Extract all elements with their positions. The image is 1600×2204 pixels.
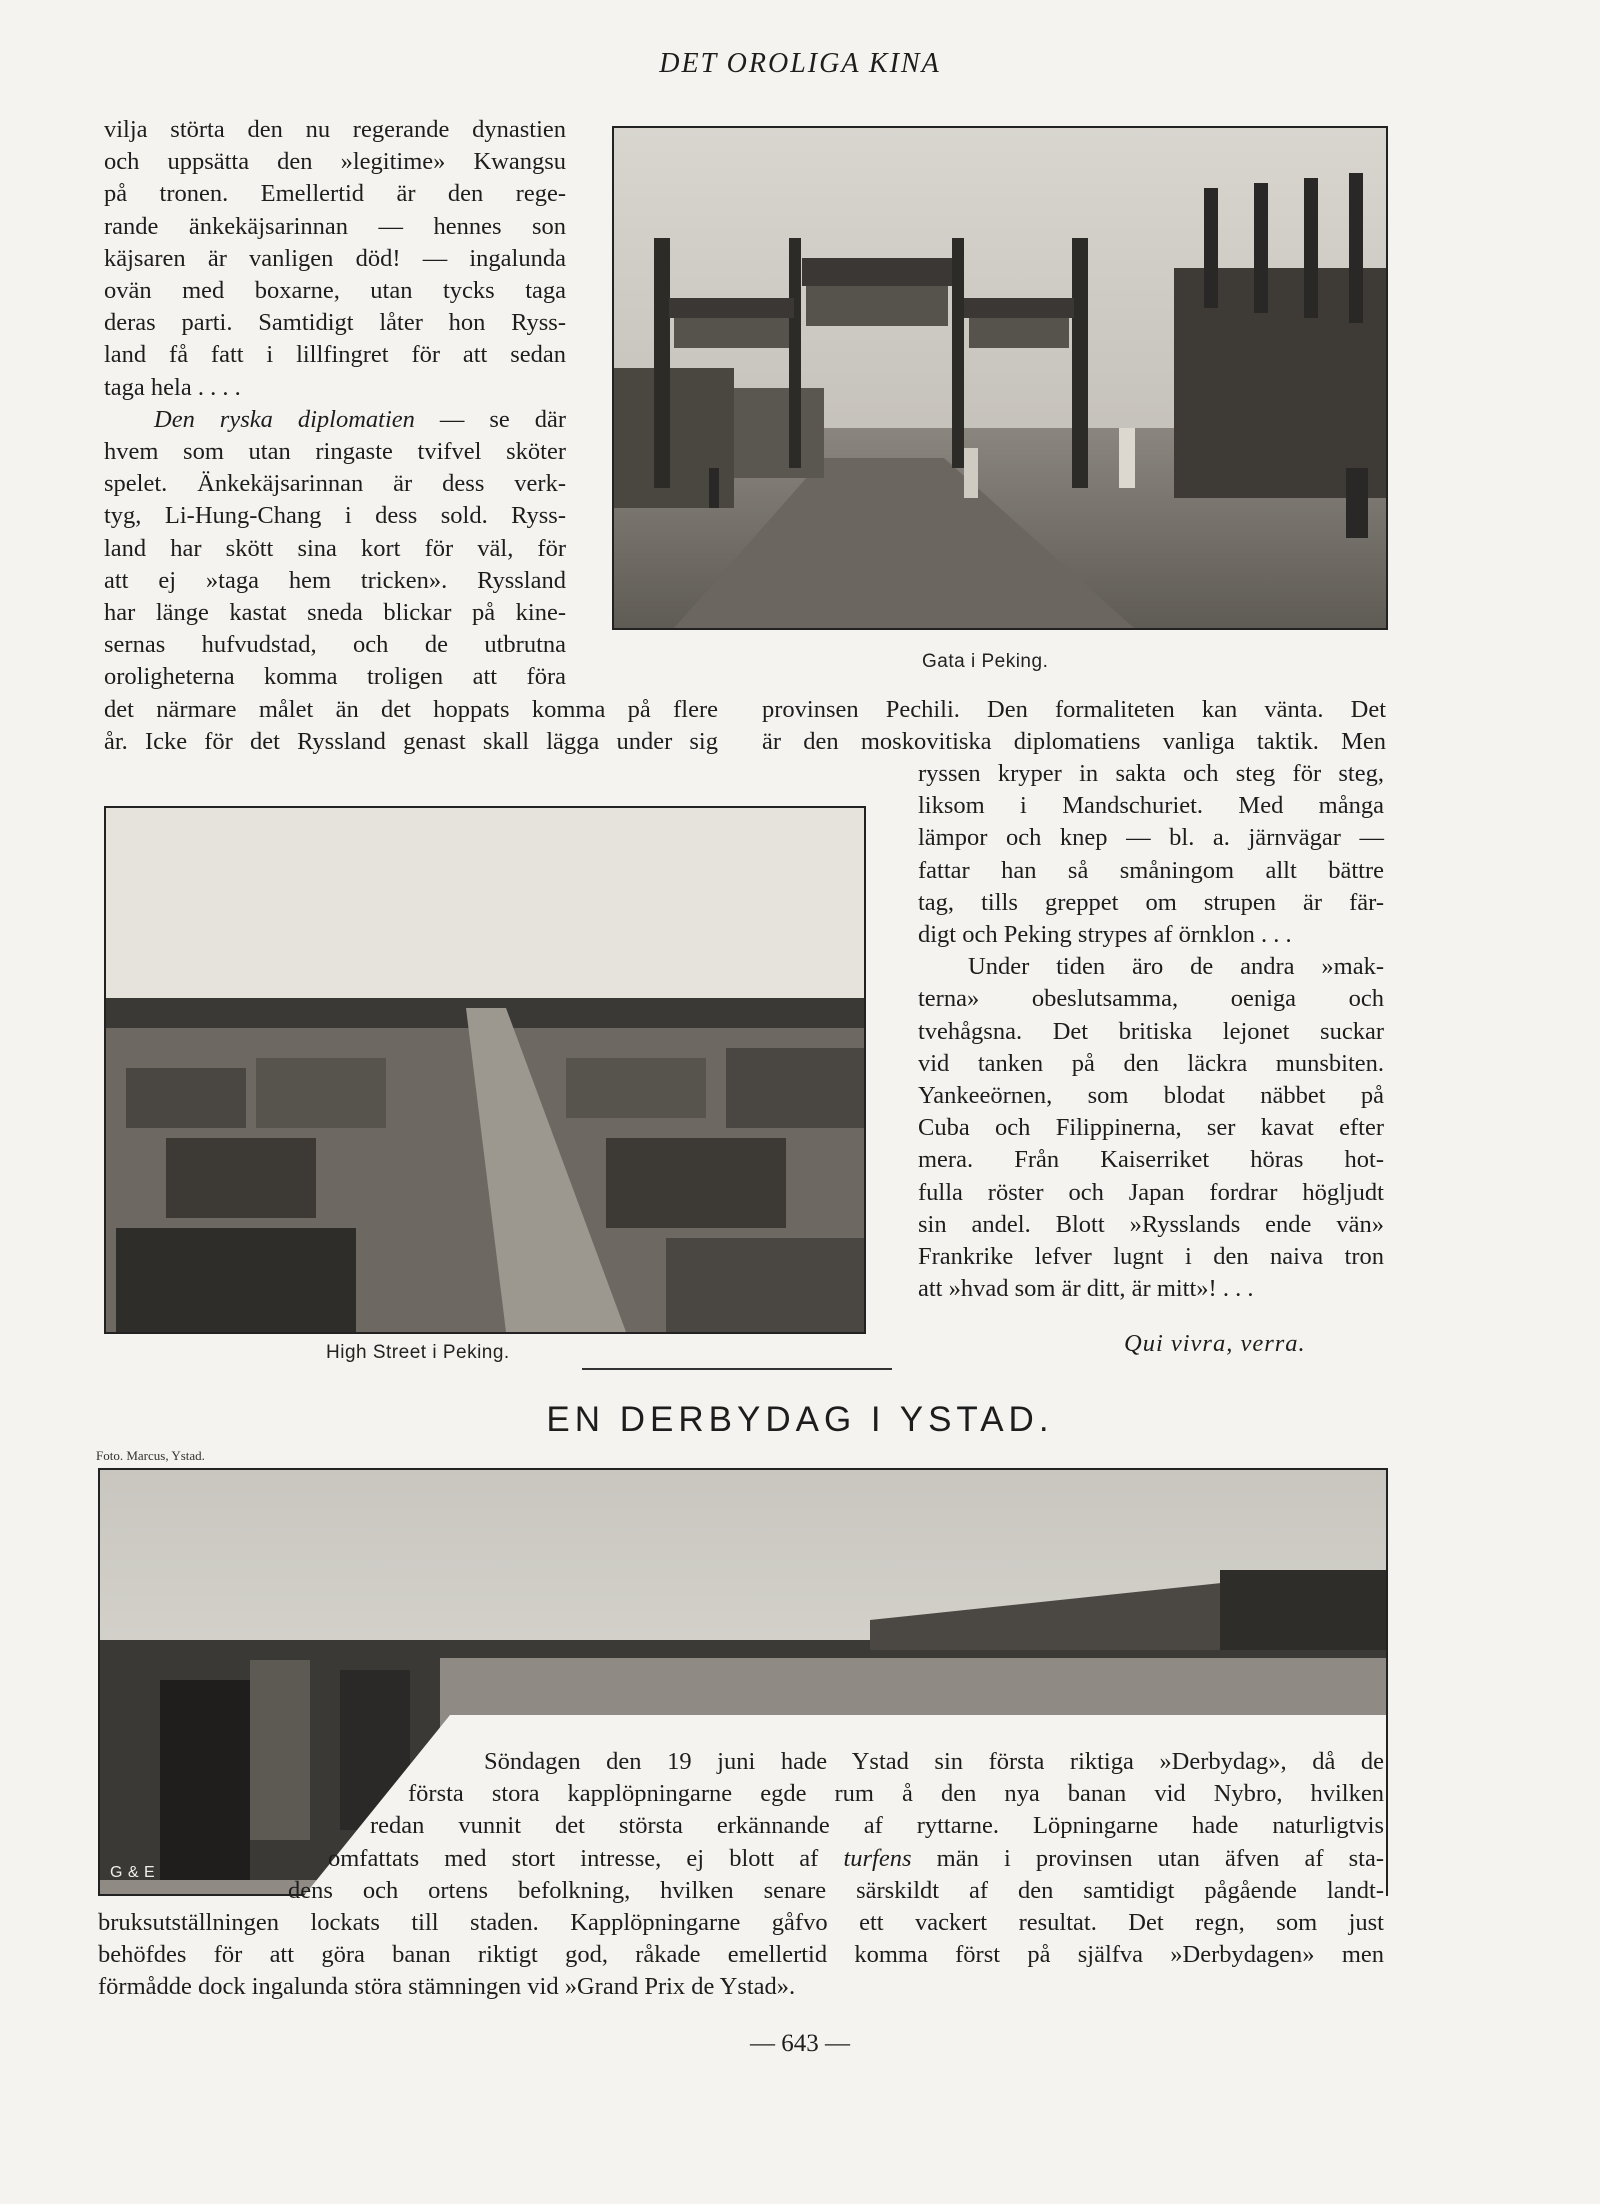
text-line: sin andel. Blott »Rysslands ende vän» [918, 1210, 1384, 1238]
text-line: att »hvad som är ditt, är mitt»! . . . [918, 1275, 1254, 1303]
photo-gata-i-peking [612, 126, 1388, 630]
section-title: EN DERBYDAG I YSTAD. [546, 1400, 1054, 1439]
text-line: tag, tills greppet om strupen är fär- [918, 888, 1384, 916]
text-line: mera. Från Kaiserriket höras hot- [918, 1146, 1384, 1174]
text-line: rande änkekäjsarinnan — hennes son [104, 212, 566, 240]
text-fragment: omfattats med stort intresse, ej blott af [328, 1844, 819, 1872]
rooftops-illustration [106, 808, 864, 1332]
text-line-italic-mid [98, 1843, 1384, 1875]
text-line: Frankrike lefver lugnt i den naiva tron [918, 1243, 1384, 1271]
text-line: och uppsätta den »legitime» Kwangsu [104, 148, 566, 176]
text-line: ryssen kryper in sakta och steg för steg, [918, 760, 1384, 787]
text-line: ovän med boxarne, utan tycks taga [104, 277, 566, 305]
caption-high-street: High Street i Peking. [326, 1342, 510, 1363]
right-column-text [918, 758, 1384, 1305]
running-head: DET OROLIGA KINA [659, 48, 941, 79]
text-fragment: män i provinsen utan äfven af sta- [936, 1844, 1385, 1872]
text-line: terna» obeslutsamma, oeniga och [918, 985, 1384, 1013]
text-line-italic-lead [104, 404, 566, 436]
text-line: vid tanken på den läckra munsbiten. [918, 1049, 1384, 1077]
signoff: Qui vivra, verra. [1124, 1330, 1306, 1357]
right-top-text [762, 694, 1386, 758]
text-line: Yankeeörnen, som blodat näbbet på [918, 1082, 1384, 1110]
text-line: land få fatt i lillfingret för att sedan [104, 341, 566, 369]
text-line: land har skött sina kort för väl, för [104, 534, 566, 562]
text-line: första stora kapplöpningarne egde rum å den nya banan vid Nybro, hvilken [408, 1780, 1384, 1808]
text-line: tyg, Li-Hung-Chang i dess sold. Ryss- [104, 502, 566, 530]
left-column-text [104, 114, 566, 694]
text-line: redan vunnit det största erkännande af ryttarne. Löpningarne hade naturligtvis [370, 1812, 1384, 1840]
text-line: deras parti. Samtidigt låter hon Ryss- [104, 309, 566, 337]
text-line: år. Icke för det Ryssland genast skall lägga under sig [104, 728, 718, 756]
italic-phrase: Den ryska diplomatien [154, 405, 415, 433]
caption-gata: Gata i Peking. [922, 651, 1049, 672]
text-line: hvem som utan ringaste tvifvel sköter [104, 438, 566, 466]
text-line: Söndagen den 19 juni hade Ystad sin första riktiga »Derbydag», då de [484, 1748, 1384, 1775]
text-line: Under tiden äro de andra »mak- [968, 953, 1384, 981]
text-line: taga hela . . . . [104, 373, 241, 401]
street-gate-illustration [614, 128, 1386, 628]
text-line: att ej »taga hem tricken». Ryssland [104, 566, 566, 594]
text-line: bruksutställningen lockats till staden. Kapplöpningarne gåfvo ett vackert resultat. Det regn, som just [98, 1909, 1384, 1937]
text-line: fattar han så småningom allt bättre [918, 856, 1384, 884]
italic-word: turfens [843, 1844, 912, 1872]
photo-credit: Foto. Marcus, Ystad. [96, 1448, 205, 1463]
text-line: dens och ortens befolkning, hvilken senare särskildt af den samtidigt pågående landt- [288, 1876, 1384, 1904]
page-number: — 643 — [750, 2030, 850, 2057]
text-line: vilja störta den nu regerande dynastien [104, 116, 566, 143]
left-wide-text [104, 694, 718, 758]
derby-text [98, 1746, 1384, 2004]
text-line: käjsaren är vanligen död! — ingalunda [104, 244, 566, 272]
engraver-mark: G & E [110, 1864, 156, 1881]
text-line: tvehågsna. Det britiska lejonet suckar [918, 1017, 1384, 1045]
text-line: liksom i Mandschuriet. Med många [918, 792, 1384, 820]
text-line: har länge kastat sneda blickar på kine- [104, 599, 566, 627]
text-line: spelet. Änkekäjsarinnan är dess verk- [104, 470, 566, 498]
text-line: på tronen. Emellertid är den rege- [104, 180, 566, 208]
text-line: sernas hufvudstad, och de utbrutna [104, 631, 566, 659]
photo-high-street-i-peking [104, 806, 866, 1334]
text-line: provinsen Pechili. Den formaliteten kan vänta. Det [762, 696, 1386, 723]
text-line: oroligheterna komma troligen att föra [104, 663, 566, 691]
text-line: lämpor och knep — bl. a. järnvägar — [918, 824, 1384, 852]
text-line: är den moskovitiska diplomatiens vanliga taktik. Men [762, 728, 1386, 756]
text-line: behöfdes för att göra banan riktigt god, råkade emellertid komma först på själfva »Derbydagen» men [98, 1941, 1384, 1969]
text-line: förmådde dock ingalunda störa stämningen vid »Grand Prix de Ystad». [98, 1973, 796, 2001]
text-fragment: — se där [414, 405, 566, 433]
text-line: Cuba och Filippinerna, ser kavat efter [918, 1114, 1384, 1142]
text-line: fulla röster och Japan fordrar högljudt [918, 1178, 1384, 1206]
text-line: det närmare målet än det hoppats komma på flere [104, 696, 718, 723]
text-line: digt och Peking strypes af örnklon . . . [918, 921, 1292, 949]
section-rule [582, 1368, 892, 1370]
